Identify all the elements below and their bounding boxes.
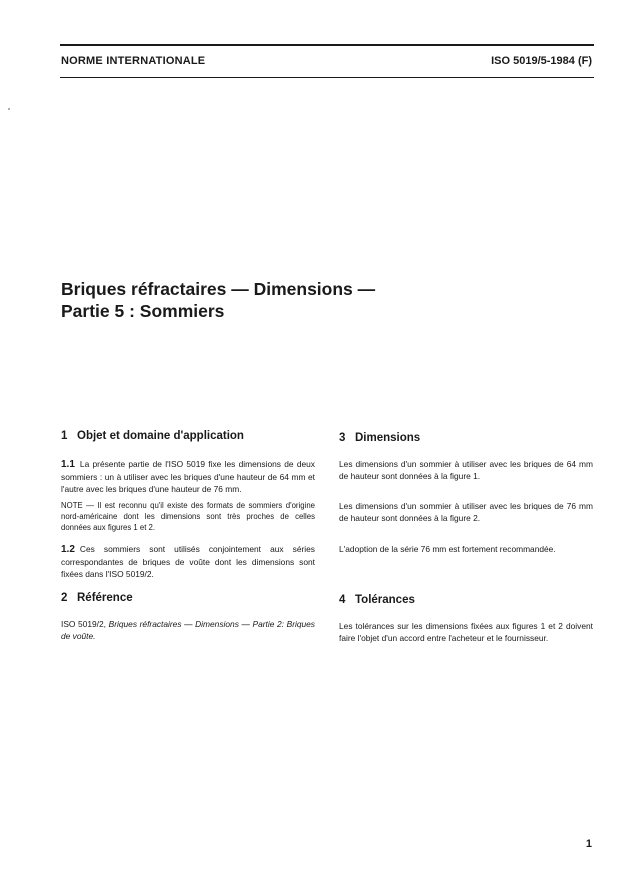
document-type: NORME INTERNATIONALE [61,55,206,67]
section-3-number: 3 [339,432,346,444]
section-3-title: Dimensions [355,432,421,444]
section-2-number: 2 [61,592,68,604]
title-line-1: Briques réfractaires — Dimensions — [61,279,376,299]
section-4-number: 4 [339,594,346,606]
document-reference: ISO 5019/5-1984 (F) [491,55,592,67]
paragraph-1-2 [61,543,315,580]
reference-title: Briques réfractaires — Dimensions — Partie 2: Briques de voûte. [61,619,315,641]
paragraph-1-2-number: 1.2 [61,544,75,555]
title-line-2: Partie 5 : Sommiers [61,301,225,321]
scan-speck [8,108,10,110]
left-column [61,0,319,877]
section-4-heading [339,594,415,606]
paragraph-1-1-number: 1.1 [61,459,75,470]
section-3-paragraph-2: Les dimensions d'un sommier à utiliser avec les briques de 76 mm de hauteur sont données à la figure 2. [339,501,593,523]
section-3-paragraph-3: L'adoption de la série 76 mm est fortement recommandée. [339,544,556,554]
note: NOTE — Il est reconnu qu'il existe des formats de sommiers d'origine nord-américaine dont les dimensions sont très proches de celles données aux figures 1 et 2. [61,501,315,532]
section-2-heading [61,592,133,604]
section-1-number: 1 [61,430,68,442]
section-4-title: Tolérances [355,594,415,606]
reference-code: ISO 5019/2, [61,619,106,629]
section-1-heading [61,430,244,442]
section-4-paragraph-1: Les tolérances sur les dimensions fixées aux figures 1 et 2 doivent faire l'objet d'un accord entre l'acheteur et le fournisseur. [339,621,593,643]
paragraph-1-1 [61,458,315,495]
right-column [339,0,597,877]
section-2-title: Référence [77,592,133,604]
paragraph-1-1-text: La présente partie de l'ISO 5019 fixe les dimensions de deux sommiers : un à utiliser avec les briques d'une hauteur de 64 mm et l'autre avec les briques d'une hauteur de 76 mm. [61,459,315,494]
section-3-paragraph-1: Les dimensions d'un sommier à utiliser avec les briques de 64 mm de hauteur sont données à la figure 1. [339,459,593,481]
paragraph-1-2-text: Ces sommiers sont utilisés conjointement aux séries correspondantes de briques de voûte dont les dimensions sont fixées dans l'ISO 5019/2. [61,544,315,579]
page-number: 1 [585,838,592,850]
reference-entry [61,618,315,642]
section-1-title: Objet et domaine d'application [77,430,244,442]
section-3-heading [339,432,420,444]
